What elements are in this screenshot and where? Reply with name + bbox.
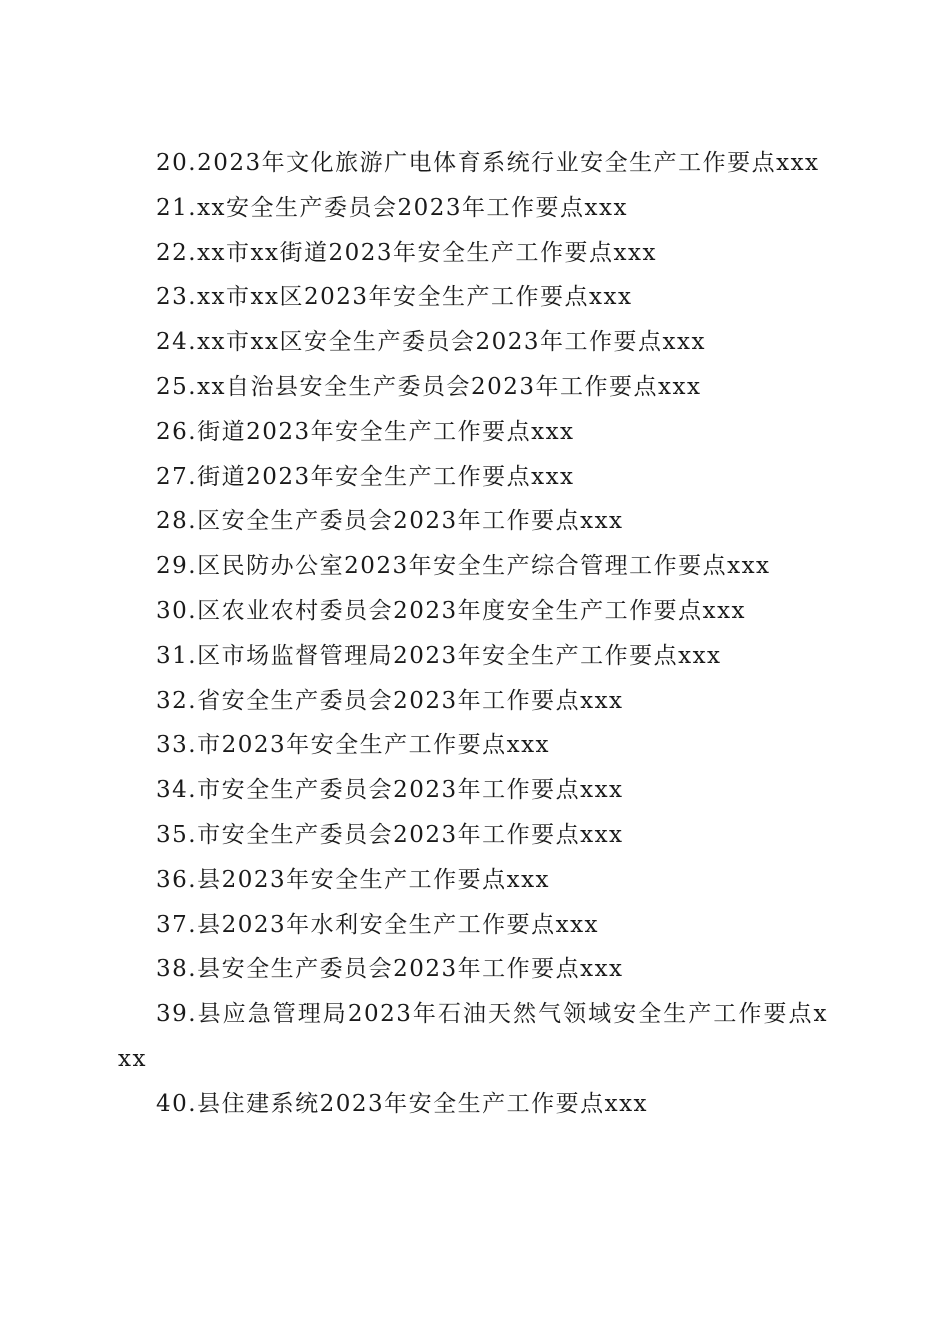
toc-entry-37: 37.县2023年水利安全生产工作要点xxx xyxy=(156,911,600,938)
toc-entry-27: 27.街道2023年安全生产工作要点xxx xyxy=(156,463,575,490)
toc-entry-34: 34.市安全生产委员会2023年工作要点xxx xyxy=(156,777,624,804)
toc-entry-31: 31.区市场监督管理局2023年安全生产工作要点xxx xyxy=(156,642,722,669)
table-of-contents xyxy=(118,141,828,1127)
toc-entry-26: 26.街道2023年安全生产工作要点xxx xyxy=(156,418,575,445)
toc-entry-22: 22.xx市xx街道2023年安全生产工作要点xxx xyxy=(156,239,657,266)
toc-entry-35: 35.市安全生产委员会2023年工作要点xxx xyxy=(156,821,624,848)
toc-entry-33: 33.市2023年安全生产工作要点xxx xyxy=(156,732,551,759)
toc-entry-28: 28.区安全生产委员会2023年工作要点xxx xyxy=(156,508,624,535)
toc-entry-20: 20.2023年文化旅游广电体育系统行业安全生产工作要点xxx xyxy=(156,150,820,176)
toc-entry-25: 25.xx自治县安全生产委员会2023年工作要点xxx xyxy=(156,373,702,400)
toc-entry-24: 24.xx市xx区安全生产委员会2023年工作要点xxx xyxy=(156,329,706,356)
toc-entry-39: 39.县应急管理局2023年石油天然气领域安全生产工作要点xxx xyxy=(118,1001,828,1072)
toc-entry-32: 32.省安全生产委员会2023年工作要点xxx xyxy=(156,687,624,714)
toc-entry-38: 38.县安全生产委员会2023年工作要点xxx xyxy=(156,956,624,983)
toc-entry-30: 30.区农业农村委员会2023年度安全生产工作要点xxx xyxy=(156,597,747,624)
toc-entry-29: 29.区民防办公室2023年安全生产综合管理工作要点xxx xyxy=(156,553,771,580)
toc-entry-36: 36.县2023年安全生产工作要点xxx xyxy=(156,866,551,893)
toc-entry-40: 40.县住建系统2023年安全生产工作要点xxx xyxy=(156,1090,649,1117)
toc-entry-23: 23.xx市xx区2023年安全生产工作要点xxx xyxy=(156,284,633,311)
toc-entry-21: 21.xx安全生产委员会2023年工作要点xxx xyxy=(156,194,628,221)
